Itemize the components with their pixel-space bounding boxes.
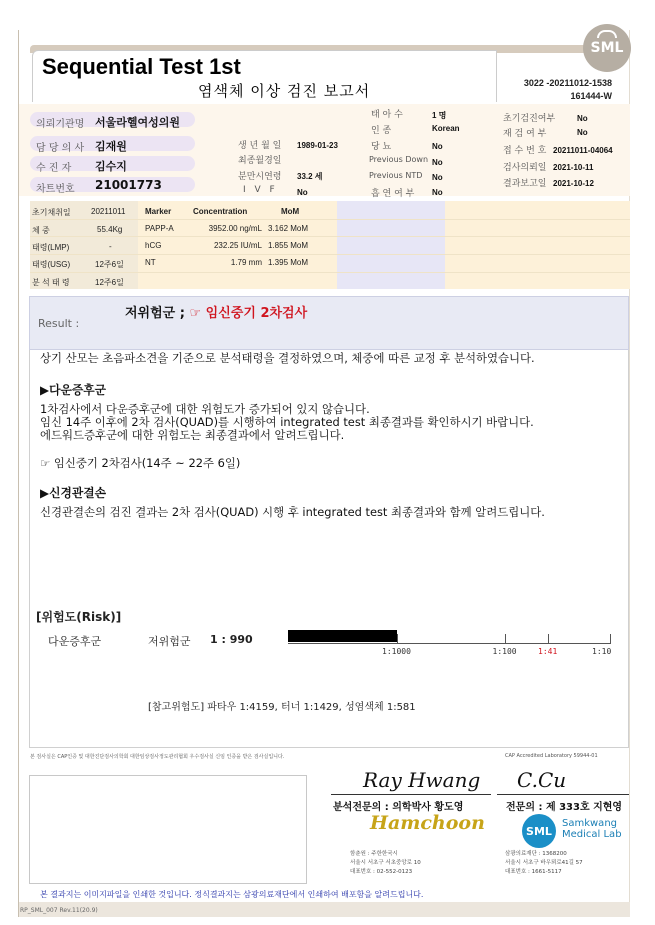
risk-tick-label: 1:1000 — [382, 647, 411, 656]
print-notice: 본 결과지는 이미지파일을 인쇄한 것입니다. 정식결과지는 삼광의료재단에서 인쇄하여 배포함을 알려드립니다. — [40, 890, 424, 899]
blank-block — [337, 201, 445, 289]
marker-mom: 3.162 MoM — [268, 224, 309, 233]
hamchoon-address: 함춘원 : 주한한국시 서울시 서초구 서초중앙로 10 대표번호 : 02-552-0123 — [350, 851, 421, 875]
risk-tick — [610, 634, 611, 644]
signature-line — [497, 794, 629, 795]
hamchoon-logo-icon: Hamchoon — [370, 812, 485, 834]
maternal-age-value: 33.2 세 — [297, 172, 323, 181]
report-date-label: 결과보고일 — [503, 179, 547, 189]
fetus-label: 태 아 수 — [371, 110, 403, 120]
prev-down-value: No — [432, 158, 443, 167]
marker-name: PAPP-A — [145, 224, 174, 233]
receipt-value: 20211011-04064 — [553, 146, 613, 155]
report-date-value: 2021-10-12 — [553, 179, 594, 188]
sml-name-line1: Samkwang — [562, 818, 617, 829]
smoking-value: No — [432, 188, 443, 197]
bottom-strip — [19, 902, 630, 917]
sml-medical-logo-icon: SML — [522, 814, 556, 848]
marker-name: NT — [145, 258, 156, 267]
signature-2-title: 전문의 : 제 333호 지현영 — [506, 802, 623, 813]
chart-no-label: 차트번호 — [36, 184, 75, 195]
signature-2: C.Cu — [517, 768, 567, 792]
signature-1-title: 분석전문의 : 의학박사 황도영 — [333, 802, 464, 813]
result-risk: 저위험군 ; — [125, 306, 185, 321]
logo-text: SML — [590, 40, 624, 56]
doctor-label: 담 당 의 사 — [36, 143, 85, 154]
risk-category: 저위험군 — [148, 635, 191, 648]
sml-address: 삼광의료재단 : 1368200 서울시 서초구 바우뫼로41길 57 대표번호 : 1661-5117 — [505, 851, 583, 875]
risk-tick — [397, 634, 398, 644]
report-title-en: Sequential Test 1st — [42, 54, 241, 79]
revision-code: RP_SML_007 Rev.11(20.9) — [20, 907, 98, 914]
risk-bar — [288, 630, 397, 642]
lmp-label: 최종월경일 — [238, 156, 282, 166]
initial-test-value: No — [577, 114, 588, 123]
first-draw-label: 초기채취일 — [32, 208, 71, 217]
prev-ntd-label: Previous NTD — [369, 171, 423, 180]
logo-arc — [597, 30, 617, 38]
retest-label: 재 검 여 부 — [503, 129, 547, 139]
ivf-value: No — [297, 188, 308, 197]
marker-name: hCG — [145, 241, 162, 250]
down-text-1: 1차검사에서 다운증후군에 대한 위험도가 증가되어 있지 않습니다. — [40, 402, 370, 416]
doc-id-line1: 3022 -20211012-1538 — [523, 78, 612, 88]
document-id — [512, 77, 612, 103]
receipt-label: 접 수 번 호 — [503, 146, 547, 156]
ga-lmp-label: 태령(LMP) — [32, 243, 70, 252]
race-label: 인 종 — [371, 126, 392, 136]
examinee-value: 김수지 — [95, 160, 127, 173]
col-concentration: Concentration — [193, 207, 248, 216]
examinee-label: 수 진 자 — [36, 163, 72, 174]
signature-1: Ray Hwang — [363, 768, 481, 792]
ga-lmp-value: - — [109, 242, 112, 251]
down-text-3: 에드워드증후군에 대한 위험도는 최종결과에서 알려드립니다. — [40, 428, 345, 442]
result-value — [125, 302, 307, 321]
prev-ntd-value: No — [432, 173, 443, 182]
race-value: Korean — [432, 124, 460, 133]
weight-label: 체 중 — [32, 226, 50, 235]
request-date-value: 2021-10-11 — [553, 163, 594, 172]
stamp-area — [29, 775, 307, 884]
down-syndrome-heading: ▶다운증후군 — [40, 383, 107, 397]
ivf-label: I V F — [243, 185, 278, 195]
result-recommendation: ☞ 임신중기 2차검사 — [189, 306, 308, 321]
result-label: Result : — [38, 317, 80, 330]
sml-logo-icon — [583, 24, 631, 72]
report-title-ko: 염색체 이상 검진 보고서 — [198, 82, 371, 100]
ga-analysis-label: 분 석 태 령 — [32, 278, 70, 287]
intro-text: 상기 산모는 초음파소견을 기준으로 분석태령을 결정하였으며, 체중에 따른 교정 후 분석하였습니다. — [40, 351, 535, 365]
marker-mom: 1.395 MoM — [268, 258, 309, 267]
smoking-label: 흡 연 여 부 — [371, 189, 415, 199]
row-divider — [30, 272, 630, 273]
col-mom: MoM — [281, 207, 300, 216]
dob-label: 생 년 월 일 — [238, 141, 282, 151]
diabetes-label: 당 뇨 — [371, 142, 392, 152]
ga-analysis-value: 12주6일 — [95, 278, 124, 287]
cap-note: CAP Accredited Laboratory 59944-01 — [505, 753, 598, 759]
marker-mom: 1.855 MoM — [268, 241, 309, 250]
second-test-text: ☞ 임신중기 2차검사(14주 ~ 22주 6일) — [40, 456, 241, 470]
doc-id-line2: 161444-W — [570, 91, 612, 101]
risk-tick — [505, 634, 506, 644]
weight-value: 55.4Kg — [97, 225, 123, 234]
row-divider — [30, 236, 630, 237]
dob-value: 1989-01-23 — [297, 141, 338, 150]
ga-usg-value: 12주6일 — [95, 260, 124, 269]
chart-no-value: 21001773 — [95, 178, 162, 192]
risk-condition: 다운증후군 — [48, 635, 102, 648]
prev-down-label: Previous Down — [369, 155, 429, 164]
signature-line — [331, 794, 491, 795]
sml-medical-name — [562, 818, 622, 840]
institution-label: 의뢰기관명 — [36, 119, 85, 130]
marker-conc: 1.79 mm — [230, 258, 262, 267]
risk-tick — [548, 634, 549, 644]
col-marker: Marker — [145, 207, 172, 216]
ga-usg-label: 태령(USG) — [32, 260, 71, 269]
result-box — [29, 296, 629, 350]
doctor-value: 김재원 — [95, 140, 127, 153]
risk-tick-label: 1:41 — [538, 647, 558, 656]
maternal-age-label: 분만시연령 — [238, 172, 282, 182]
marker-conc: 232.25 IU/mL — [213, 241, 262, 250]
retest-value: No — [577, 128, 588, 137]
marker-conc: 3952.00 ng/mL — [208, 224, 262, 233]
first-draw-value: 20211011 — [91, 207, 126, 216]
down-text-2: 임신 14주 이후에 2차 검사(QUAD)를 시행하여 integrated test 최종결과를 확인하시기 바랍니다. — [40, 415, 534, 429]
accreditation-note: 본 검사실은 CAP인증 및 대한진단검사의학회 대한임상검사정도관리협회 우수검사실 신임 인증을 받은 검사실입니다. — [30, 754, 285, 760]
risk-ratio: 1 : 990 — [210, 633, 253, 646]
risk-title: [위험도(Risk)] — [36, 610, 122, 624]
diabetes-value: No — [432, 142, 443, 151]
initial-test-label: 초기검진여부 — [503, 114, 556, 124]
request-date-label: 검사의뢰일 — [503, 163, 547, 173]
risk-tick-label: 1:100 — [492, 647, 517, 656]
risk-axis — [288, 643, 611, 644]
risk-tick-label: 1:10 — [592, 647, 612, 656]
ntd-text: 신경관결손의 검진 결과는 2차 검사(QUAD) 시행 후 integrated test 최종결과와 함께 알려드립니다. — [40, 505, 545, 519]
ntd-heading: ▶신경관결손 — [40, 486, 107, 500]
reference-risk: [참고위험도] 파타우 1:4159, 터너 1:1429, 성염색체 1:581 — [148, 702, 416, 713]
row-divider — [30, 219, 630, 220]
sml-name-line2: Medical Lab — [562, 829, 622, 840]
institution-value: 서울라헬여성의원 — [95, 116, 181, 129]
row-divider — [30, 254, 630, 255]
fetus-value: 1 명 — [432, 111, 447, 120]
